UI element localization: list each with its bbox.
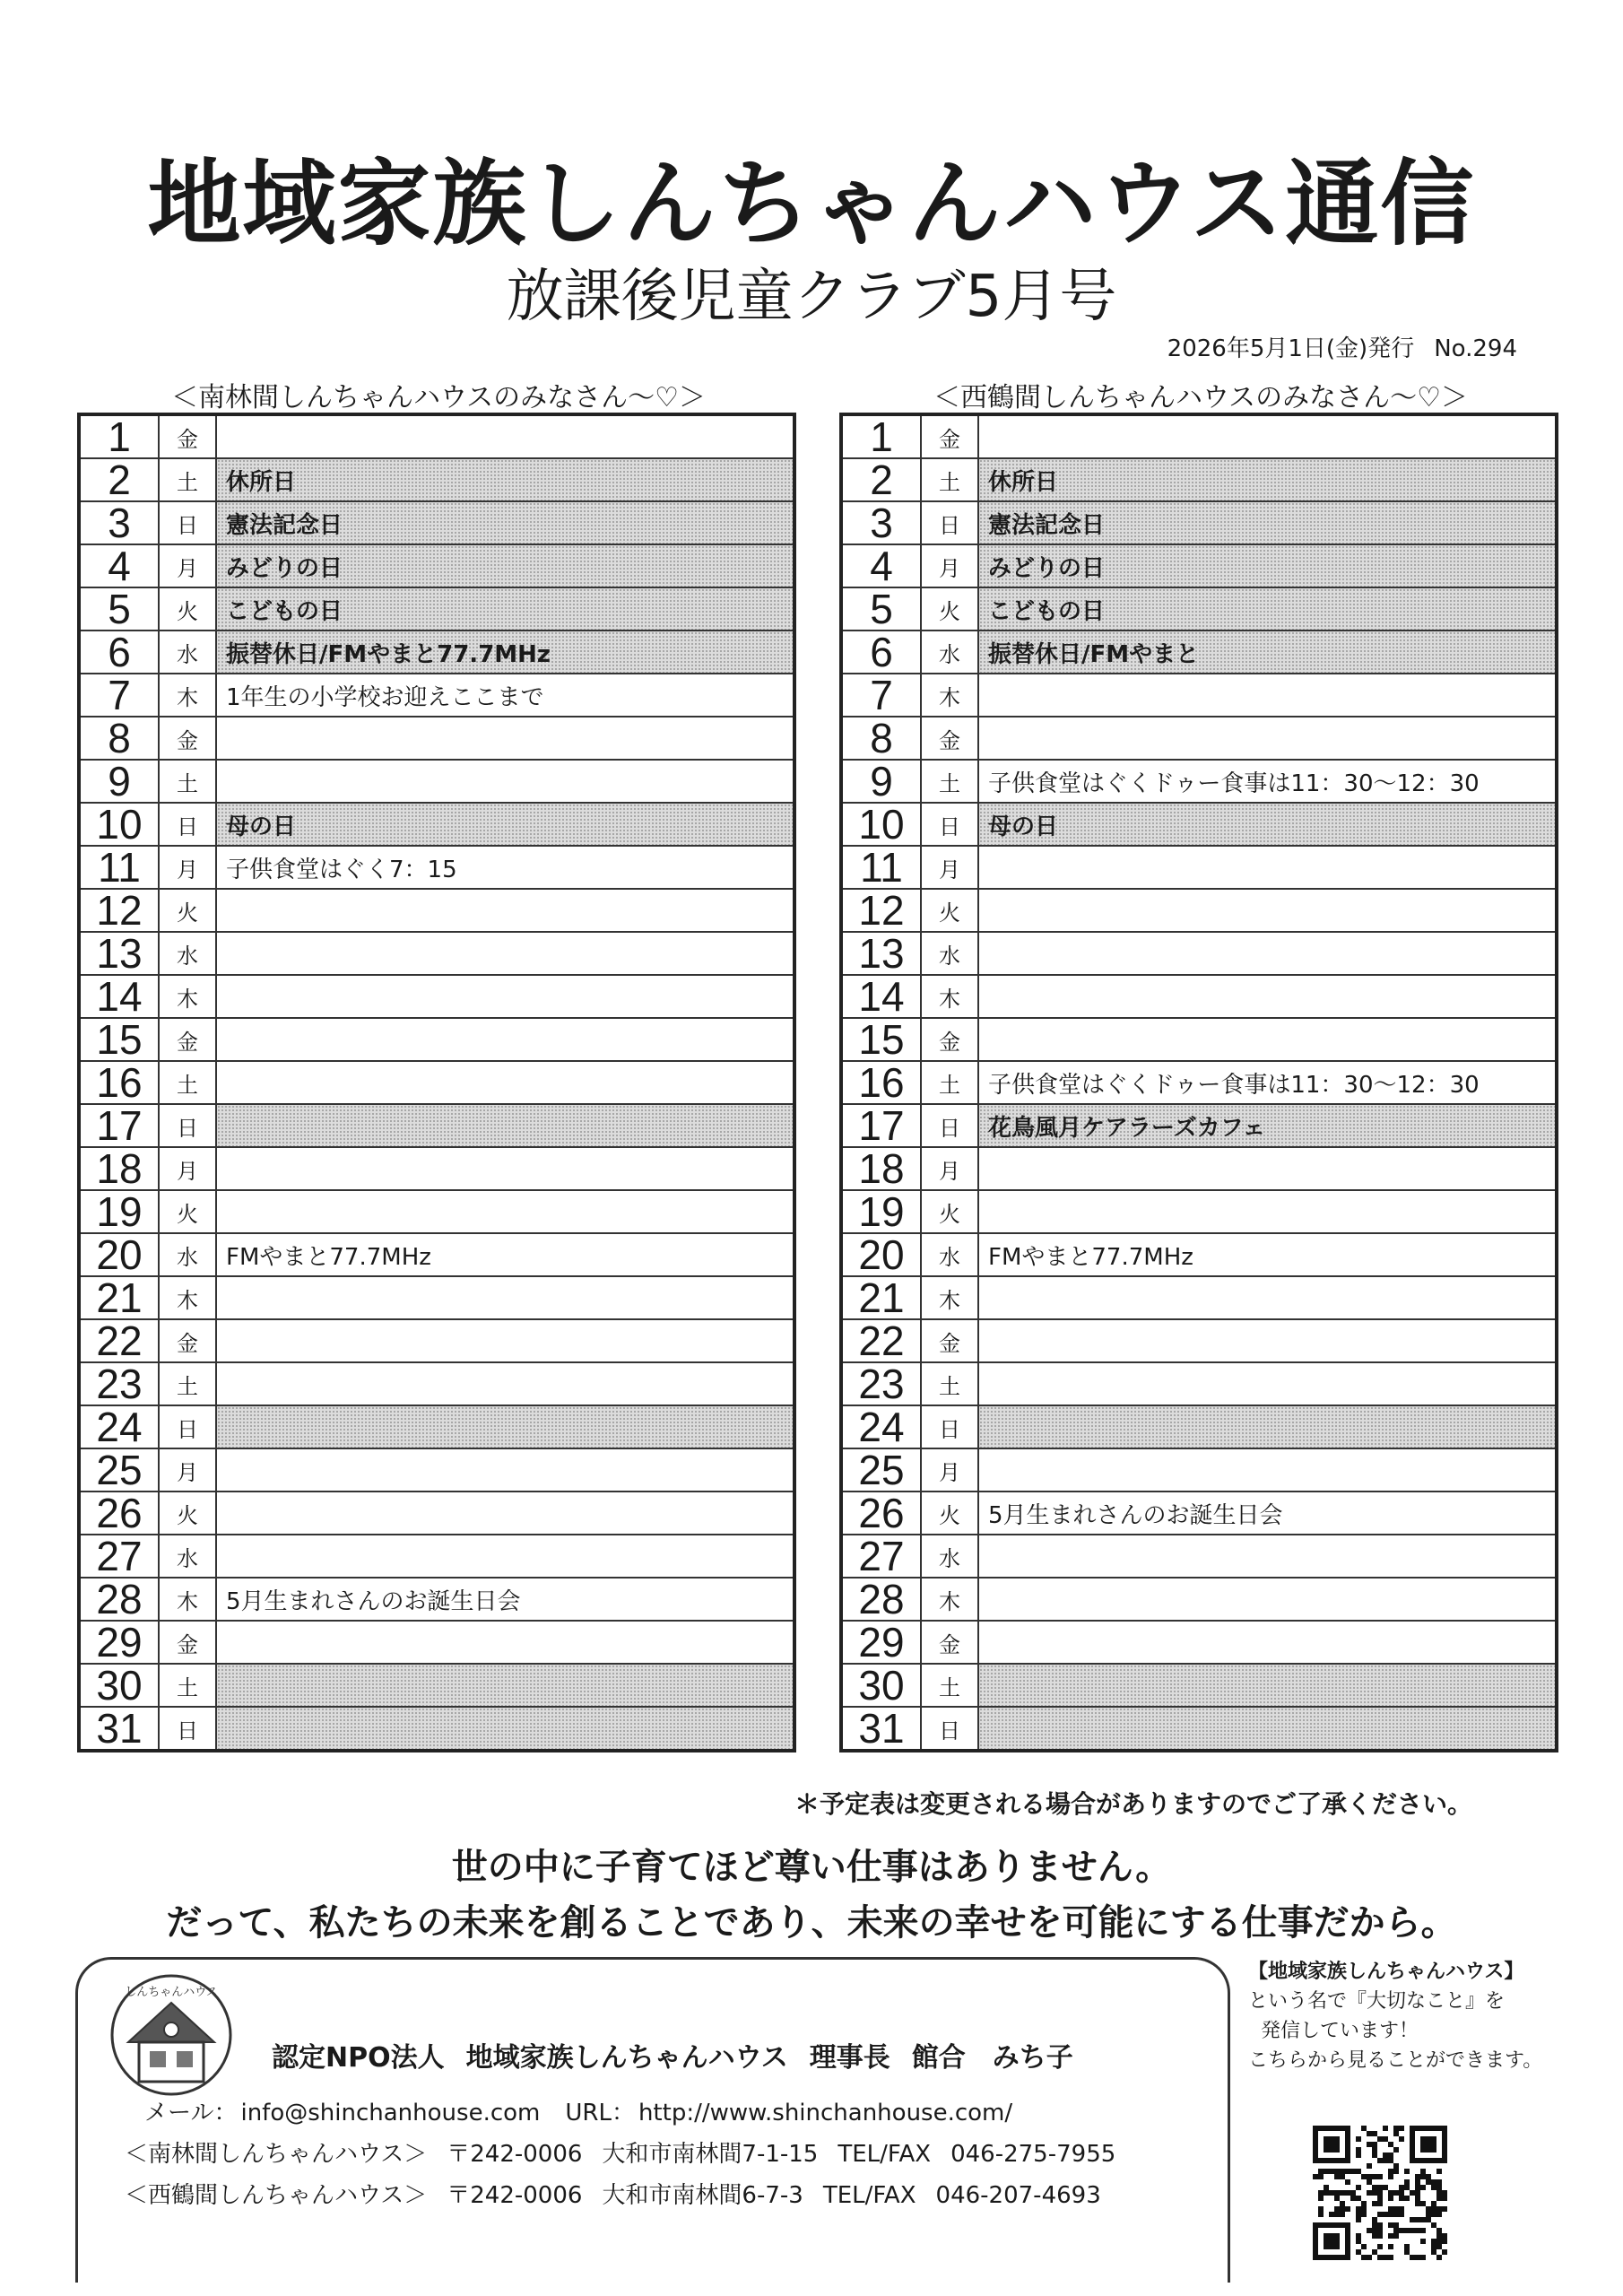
calendar-row	[841, 458, 1557, 501]
weekday: 水	[159, 932, 216, 975]
weekday: 木	[159, 1578, 216, 1621]
day-number: 22	[841, 1319, 921, 1362]
event-text	[978, 889, 1557, 932]
weekday: 金	[159, 414, 216, 458]
day-number: 20	[841, 1233, 921, 1276]
event-text	[978, 1276, 1557, 1319]
day-number: 25	[841, 1448, 921, 1492]
day-number: 3	[79, 501, 159, 544]
qr-code-icon[interactable]	[1313, 2126, 1447, 2260]
calendar-row	[841, 1621, 1557, 1664]
weekday: 木	[921, 674, 978, 717]
day-number: 21	[841, 1276, 921, 1319]
calendar-row	[79, 414, 794, 458]
side-line-1: という名で『大切なこと』を	[1248, 1990, 1506, 2013]
day-number: 31	[79, 1707, 159, 1751]
day-number: 19	[841, 1190, 921, 1233]
calendar-row	[79, 846, 794, 889]
weekday: 水	[921, 631, 978, 674]
calendar-row	[79, 1362, 794, 1405]
weekday: 水	[159, 1535, 216, 1578]
day-number: 15	[79, 1018, 159, 1061]
calendar-row	[79, 1664, 794, 1707]
weekday: 金	[159, 1319, 216, 1362]
weekday: 水	[159, 631, 216, 674]
event-text	[978, 1535, 1557, 1578]
calendar-nishitsuruma	[839, 413, 1558, 1752]
weekday: 日	[921, 1104, 978, 1147]
tel-label: TEL/FAX	[822, 2182, 916, 2209]
event-text	[216, 889, 794, 932]
day-number: 24	[841, 1405, 921, 1448]
weekday: 月	[921, 544, 978, 587]
day-number: 14	[79, 975, 159, 1018]
schedule-change-note: ＊予定表は変更される場合がありますのでご了承ください。	[794, 1789, 1472, 1819]
day-number: 16	[841, 1061, 921, 1104]
weekday: 日	[921, 1405, 978, 1448]
day-number: 17	[841, 1104, 921, 1147]
calendar-row	[79, 1018, 794, 1061]
weekday: 日	[921, 501, 978, 544]
event-text: 子供食堂はぐくドゥー食事は11：30〜12：30	[978, 1061, 1557, 1104]
tel-label: TEL/FAX	[838, 2141, 932, 2168]
weekday: 日	[159, 1104, 216, 1147]
day-number: 23	[841, 1362, 921, 1405]
event-text: みどりの日	[216, 544, 794, 587]
weekday: 火	[159, 587, 216, 631]
chair-name: 館合 みち子	[911, 2042, 1073, 2074]
event-text	[978, 1448, 1557, 1492]
calendar-row	[841, 631, 1557, 674]
weekday: 土	[159, 760, 216, 803]
logo-text: しんちゃんハウス	[125, 1986, 218, 1999]
event-text: 憲法記念日	[978, 501, 1557, 544]
calendar-row	[841, 1362, 1557, 1405]
event-text: 母の日	[216, 803, 794, 846]
calendar-row	[841, 846, 1557, 889]
event-text	[216, 1061, 794, 1104]
day-number: 2	[79, 458, 159, 501]
day-number: 22	[79, 1319, 159, 1362]
event-text	[978, 414, 1557, 458]
calendar-row	[79, 717, 794, 760]
day-number: 14	[841, 975, 921, 1018]
day-number: 13	[841, 932, 921, 975]
event-text: FMやまと77.7MHz	[978, 1233, 1557, 1276]
event-text	[216, 932, 794, 975]
day-number: 23	[79, 1362, 159, 1405]
calendar-row	[79, 1276, 794, 1319]
org-type: 認定NPO法人	[272, 2042, 445, 2074]
weekday: 火	[159, 1492, 216, 1535]
event-text	[216, 717, 794, 760]
calendar-row	[841, 414, 1557, 458]
day-number: 30	[79, 1664, 159, 1707]
event-text	[216, 1018, 794, 1061]
url-label: URL：	[565, 2100, 635, 2126]
calendar-row	[79, 1319, 794, 1362]
weekday: 土	[159, 1061, 216, 1104]
calendar-heading-minamirinkan: ＜南林間しんちゃんハウスのみなさん〜♡＞	[171, 382, 706, 413]
calendar-row	[841, 1319, 1557, 1362]
event-text: 休所日	[978, 458, 1557, 501]
event-text	[216, 1190, 794, 1233]
weekday: 月	[159, 846, 216, 889]
tel-number: 046-207-4693	[935, 2182, 1101, 2209]
slogan-line-2: だって、私たちの未来を創ることであり、未来の幸せを可能にする仕事だから。	[166, 1902, 1457, 1944]
weekday: 金	[921, 1621, 978, 1664]
day-number: 12	[841, 889, 921, 932]
calendar-row	[841, 1147, 1557, 1190]
calendar-row	[841, 717, 1557, 760]
calendar-row	[841, 803, 1557, 846]
day-number: 18	[841, 1147, 921, 1190]
weekday: 火	[159, 1190, 216, 1233]
event-text	[216, 1362, 794, 1405]
calendar-row	[79, 1535, 794, 1578]
day-number: 29	[841, 1621, 921, 1664]
day-number: 4	[79, 544, 159, 587]
weekday: 土	[921, 1362, 978, 1405]
event-text	[216, 1104, 794, 1147]
calendar-row	[841, 1061, 1557, 1104]
calendar-minamirinkan	[77, 413, 796, 1752]
event-text	[978, 846, 1557, 889]
calendar-row	[841, 587, 1557, 631]
weekday: 月	[159, 1147, 216, 1190]
event-text	[216, 760, 794, 803]
event-text	[978, 674, 1557, 717]
day-number: 28	[79, 1578, 159, 1621]
side-title: 【地域家族しんちゃんハウス】	[1248, 1961, 1524, 1983]
day-number: 18	[79, 1147, 159, 1190]
calendar-row	[841, 1190, 1557, 1233]
calendar-row	[841, 975, 1557, 1018]
day-number: 29	[79, 1621, 159, 1664]
event-text: 休所日	[216, 458, 794, 501]
calendar-row	[79, 803, 794, 846]
weekday: 木	[921, 975, 978, 1018]
weekday: 月	[159, 1448, 216, 1492]
calendar-row	[79, 1707, 794, 1751]
day-number: 1	[841, 414, 921, 458]
event-text	[978, 1621, 1557, 1664]
day-number: 1	[79, 414, 159, 458]
event-text	[216, 1664, 794, 1707]
calendar-row	[79, 1621, 794, 1664]
event-text	[978, 1362, 1557, 1405]
calendar-row	[841, 1233, 1557, 1276]
calendar-heading-nishitsuruma: ＜西鶴間しんちゃんハウスのみなさん〜♡＞	[933, 382, 1468, 413]
day-number: 9	[79, 760, 159, 803]
day-number: 3	[841, 501, 921, 544]
organization-line	[272, 2035, 1095, 2074]
calendar-row	[79, 544, 794, 587]
day-number: 27	[79, 1535, 159, 1578]
calendar-row	[79, 674, 794, 717]
weekday: 火	[921, 1190, 978, 1233]
event-text	[978, 1018, 1557, 1061]
day-number: 19	[79, 1190, 159, 1233]
day-number: 26	[79, 1492, 159, 1535]
day-number: 15	[841, 1018, 921, 1061]
weekday: 木	[921, 1276, 978, 1319]
calendar-row	[79, 932, 794, 975]
weekday: 月	[921, 846, 978, 889]
event-text	[216, 1535, 794, 1578]
calendar-row	[841, 674, 1557, 717]
address-nishitsuruma	[125, 2177, 1121, 2210]
calendar-row	[79, 889, 794, 932]
event-text	[978, 1664, 1557, 1707]
event-text: 子供食堂はぐく7：15	[216, 846, 794, 889]
calendar-row	[79, 1405, 794, 1448]
email-label: メール：	[144, 2100, 238, 2126]
issue-date: 2026年5月1日(金)発行	[1167, 335, 1415, 362]
calendar-row	[79, 1578, 794, 1621]
house-logo-icon	[108, 1972, 234, 2098]
weekday: 日	[159, 1707, 216, 1751]
weekday: 土	[921, 760, 978, 803]
day-number: 25	[79, 1448, 159, 1492]
issue-info	[1167, 330, 1517, 363]
day-number: 4	[841, 544, 921, 587]
newsletter-subtitle: 放課後児童クラブ5月号	[506, 264, 1117, 330]
tel-number: 046-275-7955	[950, 2141, 1116, 2168]
contact-line	[144, 2094, 1037, 2127]
calendar-row	[841, 501, 1557, 544]
calendar-row	[79, 458, 794, 501]
weekday: 土	[921, 1664, 978, 1707]
calendar-row	[841, 544, 1557, 587]
day-number: 21	[79, 1276, 159, 1319]
side-line-2: 発信しています！	[1261, 2020, 1419, 2042]
issue-number: No.294	[1434, 335, 1517, 362]
weekday: 金	[921, 1018, 978, 1061]
calendar-row	[841, 1276, 1557, 1319]
event-text	[216, 1621, 794, 1664]
event-text	[978, 975, 1557, 1018]
address-name: ＜南林間しんちゃんハウス＞	[125, 2141, 428, 2168]
day-number: 8	[79, 717, 159, 760]
side-line-3: こちらから見ることができます。	[1248, 2049, 1543, 2072]
calendar-row	[79, 1147, 794, 1190]
day-number: 26	[841, 1492, 921, 1535]
day-number: 6	[79, 631, 159, 674]
weekday: 金	[921, 1319, 978, 1362]
weekday: 水	[159, 1233, 216, 1276]
weekday: 金	[921, 717, 978, 760]
calendar-row	[841, 1578, 1557, 1621]
email-link[interactable]: info@shinchanhouse.com	[240, 2100, 541, 2126]
calendar-row	[79, 975, 794, 1018]
event-text: 振替休日/FMやまと	[978, 631, 1557, 674]
day-number: 11	[841, 846, 921, 889]
event-text	[978, 1578, 1557, 1621]
event-text	[978, 717, 1557, 760]
event-text: 5月生まれさんのお誕生日会	[978, 1492, 1557, 1535]
weekday: 木	[159, 674, 216, 717]
day-number: 7	[841, 674, 921, 717]
day-number: 2	[841, 458, 921, 501]
event-text	[216, 414, 794, 458]
weekday: 土	[159, 1664, 216, 1707]
day-number: 12	[79, 889, 159, 932]
calendar-row	[841, 1405, 1557, 1448]
event-text: こどもの日	[978, 587, 1557, 631]
calendar-row	[841, 1018, 1557, 1061]
day-number: 20	[79, 1233, 159, 1276]
weekday: 金	[159, 1621, 216, 1664]
event-text	[216, 1448, 794, 1492]
day-number: 30	[841, 1664, 921, 1707]
weekday: 土	[921, 458, 978, 501]
weekday: 日	[159, 1405, 216, 1448]
calendar-row	[79, 1061, 794, 1104]
address-minamirinkan	[125, 2135, 1135, 2169]
address-text: 大和市南林間7-1-15	[602, 2141, 819, 2168]
weekday: 日	[159, 501, 216, 544]
day-number: 5	[841, 587, 921, 631]
event-text	[978, 1147, 1557, 1190]
weekday: 土	[159, 458, 216, 501]
calendar-row	[841, 1104, 1557, 1147]
calendar-row	[79, 1190, 794, 1233]
calendar-row	[841, 760, 1557, 803]
day-number: 24	[79, 1405, 159, 1448]
calendar-row	[79, 1448, 794, 1492]
event-text	[978, 932, 1557, 975]
event-text	[978, 1319, 1557, 1362]
event-text	[978, 1405, 1557, 1448]
address-postal: 〒242-0006	[447, 2141, 583, 2168]
event-text	[216, 975, 794, 1018]
day-number: 10	[79, 803, 159, 846]
side-info	[1248, 1957, 1553, 2075]
slogan-line-1: 世の中に子育てほど尊い仕事はありません。	[451, 1847, 1172, 1888]
event-text: 花鳥風月ケアラーズカフェ	[978, 1104, 1557, 1147]
newsletter-title: 地域家族しんちゃんハウス通信	[147, 149, 1476, 258]
day-number: 6	[841, 631, 921, 674]
day-number: 7	[79, 674, 159, 717]
address-postal: 〒242-0006	[447, 2182, 583, 2209]
weekday: 日	[921, 1707, 978, 1751]
calendar-row	[841, 1492, 1557, 1535]
weekday: 火	[921, 889, 978, 932]
calendar-row	[841, 1707, 1557, 1751]
event-text	[978, 1707, 1557, 1751]
day-number: 13	[79, 932, 159, 975]
event-text: 母の日	[978, 803, 1557, 846]
weekday: 金	[159, 1018, 216, 1061]
calendar-row	[79, 587, 794, 631]
event-text: 振替休日/FMやまと77.7MHz	[216, 631, 794, 674]
event-text: 5月生まれさんのお誕生日会	[216, 1578, 794, 1621]
weekday: 水	[921, 1233, 978, 1276]
event-text: こどもの日	[216, 587, 794, 631]
event-text	[978, 1190, 1557, 1233]
calendar-row	[841, 1448, 1557, 1492]
calendar-row	[79, 1233, 794, 1276]
weekday: 月	[921, 1147, 978, 1190]
calendar-row	[841, 889, 1557, 932]
day-number: 5	[79, 587, 159, 631]
event-text	[216, 1276, 794, 1319]
weekday: 木	[921, 1578, 978, 1621]
weekday: 水	[921, 1535, 978, 1578]
day-number: 16	[79, 1061, 159, 1104]
weekday: 水	[921, 932, 978, 975]
day-number: 31	[841, 1707, 921, 1751]
day-number: 9	[841, 760, 921, 803]
chair-title: 理事長	[809, 2042, 890, 2074]
weekday: 月	[921, 1448, 978, 1492]
day-number: 10	[841, 803, 921, 846]
event-text	[216, 1405, 794, 1448]
day-number: 27	[841, 1535, 921, 1578]
event-text: 憲法記念日	[216, 501, 794, 544]
event-text	[216, 1707, 794, 1751]
event-text: 子供食堂はぐくドゥー食事は11：30〜12：30	[978, 760, 1557, 803]
calendar-row	[841, 1535, 1557, 1578]
day-number: 8	[841, 717, 921, 760]
weekday: 火	[921, 587, 978, 631]
weekday: 日	[921, 803, 978, 846]
calendar-row	[79, 1492, 794, 1535]
footer-box	[75, 1957, 1230, 2283]
calendar-row	[841, 1664, 1557, 1707]
weekday: 土	[159, 1362, 216, 1405]
weekday: 金	[159, 717, 216, 760]
event-text	[216, 1147, 794, 1190]
weekday: 木	[159, 1276, 216, 1319]
calendar-row	[79, 501, 794, 544]
calendar-row	[79, 760, 794, 803]
event-text: 1年生の小学校お迎えここまで	[216, 674, 794, 717]
event-text	[216, 1492, 794, 1535]
address-text: 大和市南林間6-7-3	[602, 2182, 803, 2209]
weekday: 日	[159, 803, 216, 846]
weekday: 月	[159, 544, 216, 587]
org-name: 地域家族しんちゃんハウス	[465, 2042, 788, 2074]
event-text: みどりの日	[978, 544, 1557, 587]
calendar-row	[79, 1104, 794, 1147]
calendar-row	[841, 932, 1557, 975]
weekday: 土	[921, 1061, 978, 1104]
website-link[interactable]: http://www.shinchanhouse.com/	[638, 2100, 1013, 2126]
event-text	[216, 1319, 794, 1362]
day-number: 17	[79, 1104, 159, 1147]
weekday: 火	[921, 1492, 978, 1535]
event-text: FMやまと77.7MHz	[216, 1233, 794, 1276]
weekday: 火	[159, 889, 216, 932]
day-number: 28	[841, 1578, 921, 1621]
calendar-row	[79, 631, 794, 674]
day-number: 11	[79, 846, 159, 889]
weekday: 木	[159, 975, 216, 1018]
weekday: 金	[921, 414, 978, 458]
address-name: ＜西鶴間しんちゃんハウス＞	[125, 2182, 428, 2209]
